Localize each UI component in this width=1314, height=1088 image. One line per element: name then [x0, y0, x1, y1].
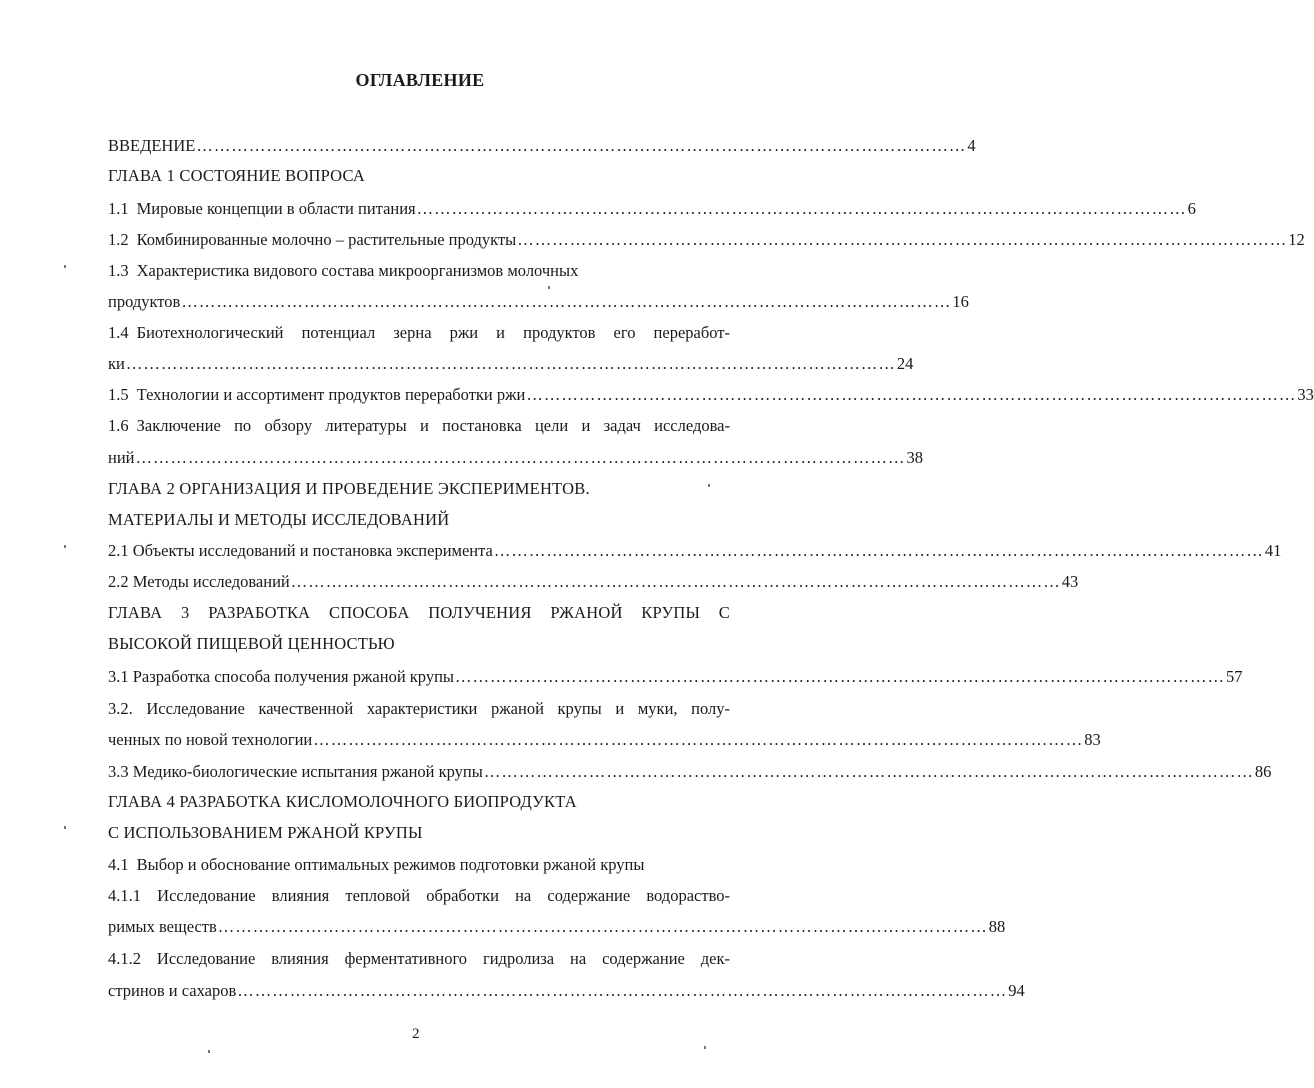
toc-page-number: 4	[967, 136, 976, 155]
toc-entry-text: 3.1 Разработка способа получения ржаной крупы	[108, 667, 454, 686]
toc-entry-text: Выбор и обоснование оптимальных режимов подготовки ржаной крупы	[136, 855, 645, 874]
toc-entry-text: Мировые концепции в области питания	[136, 199, 416, 218]
chapter-heading: МАТЕРИАЛЫ И МЕТОДЫ ИССЛЕДОВАНИЙ	[108, 510, 450, 529]
toc-leader: ……………………………………………………………………………………………………………………	[493, 541, 1264, 560]
toc-entry-continuation	[108, 354, 914, 374]
toc-entry-text: ний	[108, 448, 135, 467]
toc-entry	[108, 572, 1079, 592]
scan-speck	[64, 265, 66, 268]
toc-page-number: 83	[1084, 730, 1101, 749]
toc-entry: 4.1.2 Исследование влияния ферментативного гидролиза на содержание дек-	[108, 949, 730, 968]
toc-page-number: 88	[988, 917, 1006, 936]
toc-leader: ……………………………………………………………………………………………………………………	[237, 981, 1008, 1000]
page-number: 2	[412, 1026, 420, 1042]
toc-entry	[108, 667, 1243, 687]
chapter-heading: ГЛАВА 1 СОСТОЯНИЕ ВОПРОСА	[108, 166, 365, 185]
toc-entry-number: 1.2	[108, 230, 129, 249]
toc-entry	[108, 261, 730, 281]
toc-leader: ……………………………………………………………………………………………………………………	[135, 448, 906, 467]
toc-entry	[108, 199, 1196, 219]
toc-entry: 3.2. Исследование качественной характеристики ржаной крупы и муки, полу-	[108, 699, 730, 718]
toc-entry-text: Биотехнологический потенциал зерна ржи и продуктов его переработ-	[136, 323, 730, 342]
scan-speck	[208, 1050, 210, 1053]
toc-entry-number: 4.1	[108, 855, 129, 874]
toc-entry-continuation	[108, 730, 1101, 750]
toc-entry-text: 2.2 Методы исследований	[108, 572, 290, 591]
chapter-heading: ВЫСОКОЙ ПИЩЕВОЙ ЦЕННОСТЬЮ	[108, 634, 395, 653]
toc-entry-text: Технологии и ассортимент продуктов переработки ржи	[136, 385, 526, 404]
toc-entry-number: 1.4	[108, 323, 129, 342]
toc-page-number: 86	[1254, 762, 1272, 781]
toc-entry	[108, 855, 730, 875]
toc-entry-text: 2.1 Объекты исследований и постановка эксперимента	[108, 541, 493, 560]
toc-leader: ……………………………………………………………………………………………………………………	[526, 385, 1297, 404]
toc-entry-text: римых веществ	[108, 917, 217, 936]
toc-entry	[108, 385, 1314, 405]
toc-entry-continuation	[108, 448, 923, 468]
toc-entry-text: ки	[108, 354, 125, 373]
toc-leader: ……………………………………………………………………………………………………………………	[416, 199, 1187, 218]
toc-entry	[108, 323, 730, 343]
toc-leader: ……………………………………………………………………………………………………………………	[455, 667, 1225, 686]
toc-entry-text: 3.3 Медико-биологические испытания ржаной крупы	[108, 762, 483, 781]
toc-entry: 4.1.1 Исследование влияния тепловой обработки на содержание водораство-	[108, 886, 730, 905]
toc-leader: ……………………………………………………………………………………………………………………	[483, 762, 1254, 781]
toc-leader: ……………………………………………………………………………………………………………………	[217, 917, 988, 936]
scan-speck	[708, 484, 710, 487]
toc-entry	[108, 416, 730, 436]
chapter-heading: ГЛАВА 4 РАЗРАБОТКА КИСЛОМОЛОЧНОГО БИОПРОДУКТА	[108, 792, 577, 811]
toc-page-number: 41	[1264, 541, 1282, 560]
toc-page-number: 16	[952, 292, 969, 311]
toc-entry	[108, 762, 1272, 782]
page-title: ОГЛАВЛЕНИЕ	[355, 70, 485, 90]
scan-speck	[64, 545, 66, 548]
chapter-heading: С ИСПОЛЬЗОВАНИЕМ РЖАНОЙ КРУПЫ	[108, 823, 423, 842]
toc-entry-text: стринов и сахаров	[108, 981, 237, 1000]
scan-speck	[548, 286, 550, 289]
toc-entry-text: Комбинированные молочно – растительные продукты	[136, 230, 517, 249]
toc-leader: ……………………………………………………………………………………………………………………	[313, 730, 1084, 749]
toc-page-number: 94	[1008, 981, 1025, 1000]
toc-page-number: 12	[1288, 230, 1305, 249]
toc-entry	[108, 136, 976, 156]
toc-entry-continuation	[108, 981, 1025, 1001]
chapter-heading: ГЛАВА 3 РАЗРАБОТКА СПОСОБА ПОЛУЧЕНИЯ РЖАНОЙ КРУПЫ С	[108, 603, 730, 622]
toc-page-number: 24	[896, 354, 914, 373]
toc-entry-number: 1.1	[108, 199, 129, 218]
toc-entry-text: ВВЕДЕНИЕ	[108, 136, 196, 155]
scan-speck	[704, 1046, 706, 1049]
toc-entry	[108, 541, 1282, 561]
toc-leader: ……………………………………………………………………………………………………………………	[290, 572, 1061, 591]
toc-entry-continuation	[108, 292, 969, 312]
chapter-heading: ГЛАВА 2 ОРГАНИЗАЦИЯ И ПРОВЕДЕНИЕ ЭКСПЕРИМЕНТОВ.	[108, 479, 590, 498]
toc-entry-text: Заключение по обзору литературы и постановка цели и задач исследова-	[136, 416, 730, 435]
toc-entry-number: 1.3	[108, 261, 129, 280]
toc-entry	[108, 230, 1305, 250]
toc-entry-number: 1.6	[108, 416, 129, 435]
toc-page-number: 33	[1297, 385, 1314, 404]
toc-page-number: 6	[1187, 199, 1196, 218]
toc-leader: ……………………………………………………………………………………………………………………	[181, 292, 952, 311]
toc-entry-number: 1.5	[108, 385, 129, 404]
toc-entry-text: Характеристика видового состава микроорганизмов молочных	[136, 261, 579, 280]
toc-entry-text: продуктов	[108, 292, 181, 311]
toc-page-number: 57	[1226, 667, 1243, 686]
toc-entry-continuation	[108, 917, 1006, 937]
toc-entry-text: ченных по новой технологии	[108, 730, 313, 749]
toc-page-number: 43	[1061, 572, 1079, 591]
scan-speck	[64, 826, 66, 829]
toc-page-number: 38	[906, 448, 923, 467]
toc-leader: ……………………………………………………………………………………………………………………	[517, 230, 1288, 249]
toc-leader: ……………………………………………………………………………………………………………………	[196, 136, 967, 155]
toc-leader: ……………………………………………………………………………………………………………………	[125, 354, 896, 373]
